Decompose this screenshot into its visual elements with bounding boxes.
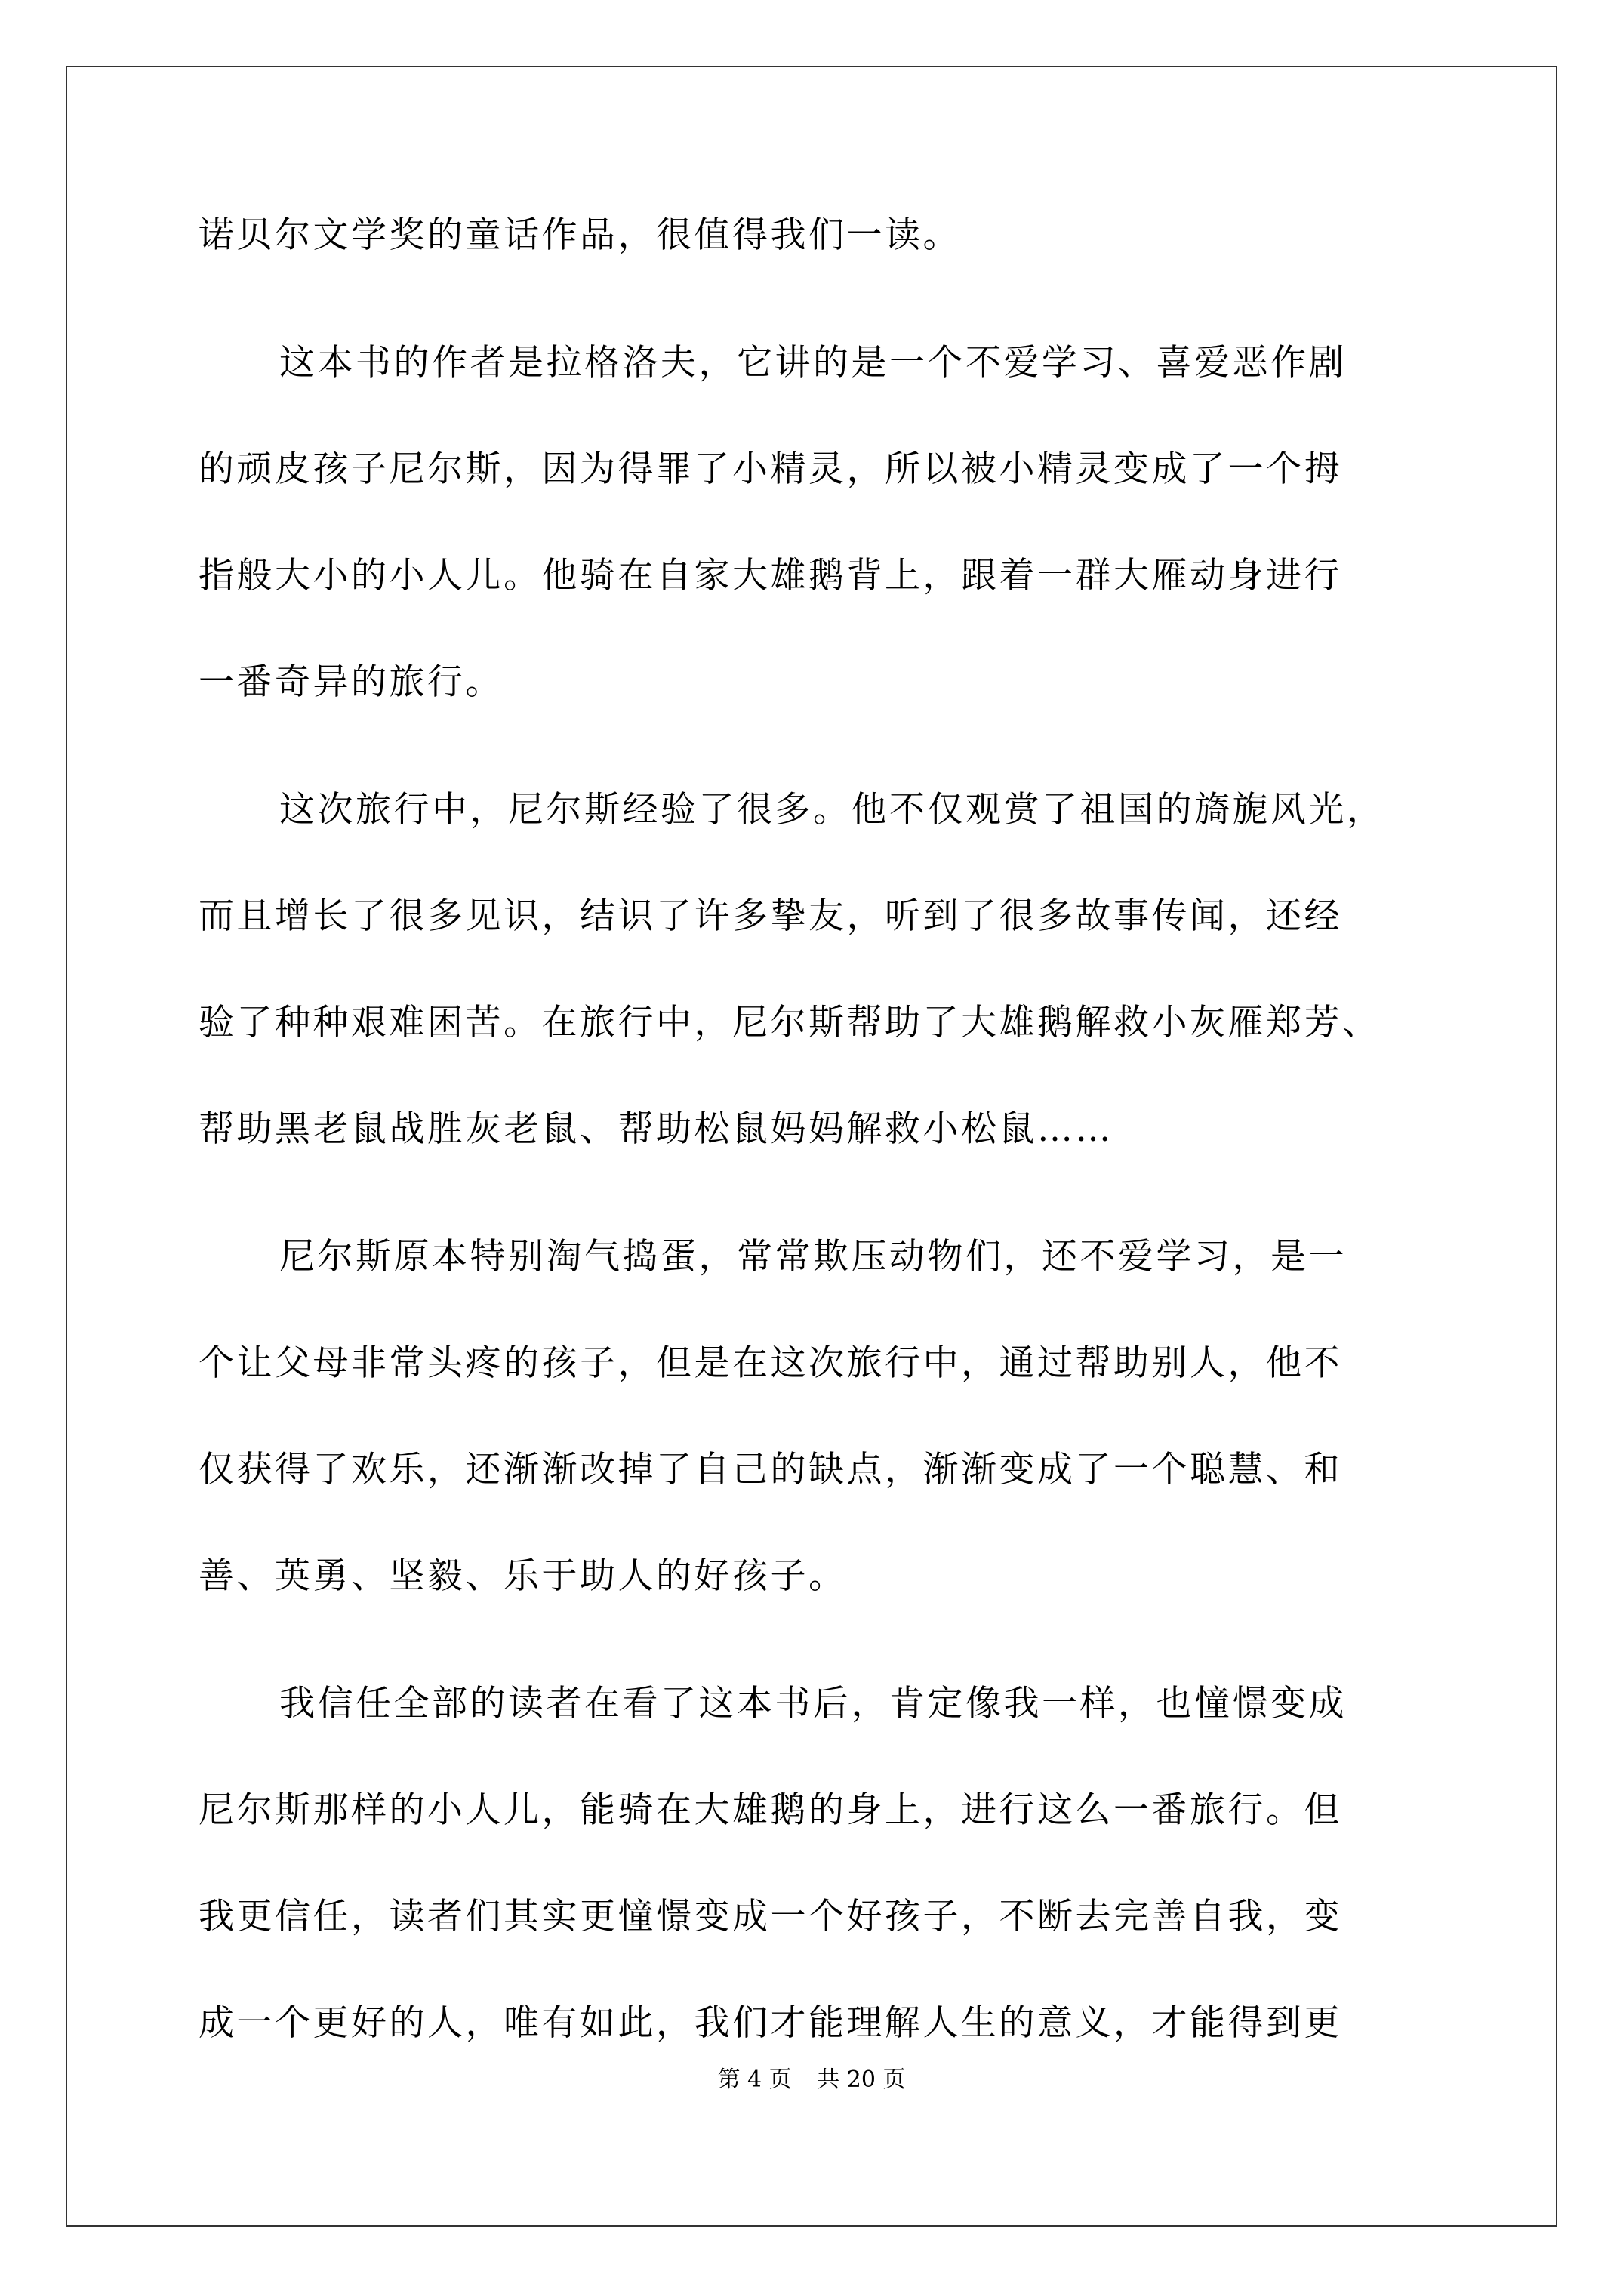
text-line: 个让父母非常头疼的孩子，但是在这次旅行中，通过帮助别人，他不 [199,1342,1342,1384]
text-line: 诺贝尔文学奖的童话作品，很值得我们一读。 [199,214,961,256]
paragraph-start-line: 这本书的作者是拉格洛夫，它讲的是一个不爱学习、喜爱恶作剧 [279,342,1347,384]
text-line: 善、英勇、坚毅、乐于助人的好孩子。 [199,1555,847,1597]
text-line: 验了种种艰难困苦。在旅行中，尼尔斯帮助了大雄鹅解救小灰雁郑芳、 [199,1002,1381,1043]
text-line: 仅获得了欢乐，还渐渐改掉了自己的缺点，渐渐变成了一个聪慧、和 [199,1449,1342,1490]
text-line: 成一个更好的人，唯有如此，我们才能理解人生的意义，才能得到更 [199,2002,1342,2044]
text-line: 指般大小的小人儿。他骑在自家大雄鹅背上，跟着一群大雁动身进行 [199,555,1342,596]
text-line: 我更信任，读者们其实更憧憬变成一个好孩子，不断去完善自我，变 [199,1896,1342,1937]
paragraph-start-line: 我信任全部的读者在看了这本书后，肯定像我一样，也憧憬变成 [279,1683,1347,1724]
paragraph-start-line: 这次旅行中，尼尔斯经验了很多。他不仅观赏了祖国的旖旎风光， [279,789,1385,831]
page-number: 第 4 页 [717,2066,792,2093]
text-line: 而且增长了很多见识，结识了许多挚友，听到了很多故事传闻，还经 [199,895,1342,937]
text-line: 一番奇异的旅行。 [199,661,504,703]
paragraph-start-line: 尼尔斯原本特别淘气捣蛋，常常欺压动物们，还不爱学习，是一 [279,1236,1347,1277]
page-total: 共 20 页 [817,2066,906,2093]
text-line: 的顽皮孩子尼尔斯，因为得罪了小精灵，所以被小精灵变成了一个拇 [199,448,1342,490]
text-line: 尼尔斯那样的小人儿，能骑在大雄鹅的身上，进行这么一番旅行。但 [199,1789,1342,1831]
text-line: 帮助黑老鼠战胜灰老鼠、帮助松鼠妈妈解救小松鼠…… [199,1108,1113,1150]
page-footer [0,2065,1623,2095]
